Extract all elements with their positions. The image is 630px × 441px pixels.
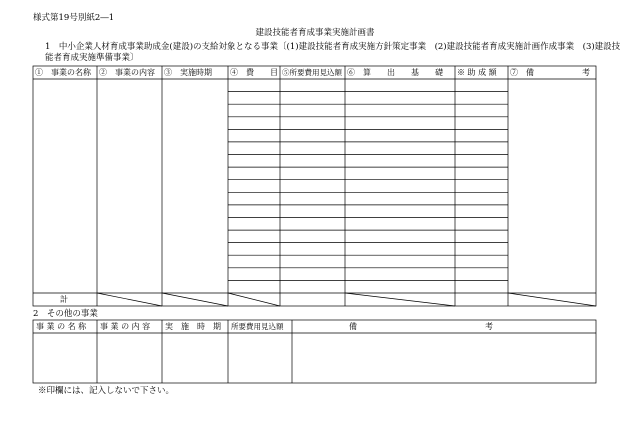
table1-header-period: ③ 実施時期 <box>164 68 212 77</box>
table2-header-remarks: 備 考 <box>349 322 493 331</box>
table2-header-estimated-cost: 所要費用見込額 <box>231 322 284 331</box>
table2-header-period: 実 施 時 期 <box>165 322 221 331</box>
table1-header-calculation-basis: ⑥ 算 出 基 礎 <box>347 68 443 77</box>
table1-header-remarks: ⑦ 備 考 <box>510 68 590 77</box>
table1-header-expense-item: ④ 費 目 <box>230 68 278 77</box>
form-number: 様式第19号別紙2―1 <box>33 13 115 23</box>
table1-header-project-content: ② 事業の内容 <box>99 68 155 77</box>
document-title: 建設技能者育成事業実施計画書 <box>255 28 375 38</box>
table2-header-project-content: 事 業 の 内 容 <box>100 322 151 331</box>
section2-heading: 2 その他の事業 <box>33 309 98 319</box>
table1-total-label: 計 <box>60 295 68 304</box>
section1-heading-continued: 能者育成実施準備事業〕 <box>45 53 139 63</box>
table1-header-subsidy-amount: ※ 助 成 額 <box>457 68 497 77</box>
footnote: ※印欄には、記入しないで下さい。 <box>38 386 175 396</box>
table1-header-estimated-cost: ⑤所要費用見込額 <box>282 68 342 77</box>
table2-header-project-name: 事 業 の 名 称 <box>36 322 87 331</box>
table1-header-project-name: ① 事業の名称 <box>35 68 91 77</box>
section1-heading: 1 中小企業人材育成事業助成金(建設)の支給対象となる事業〔(1)建設技能者育成実施方針策定事業 (2)建設技能者育成実施計画作成事業 (3)建設技 <box>45 42 621 52</box>
table1-grid <box>33 66 596 306</box>
